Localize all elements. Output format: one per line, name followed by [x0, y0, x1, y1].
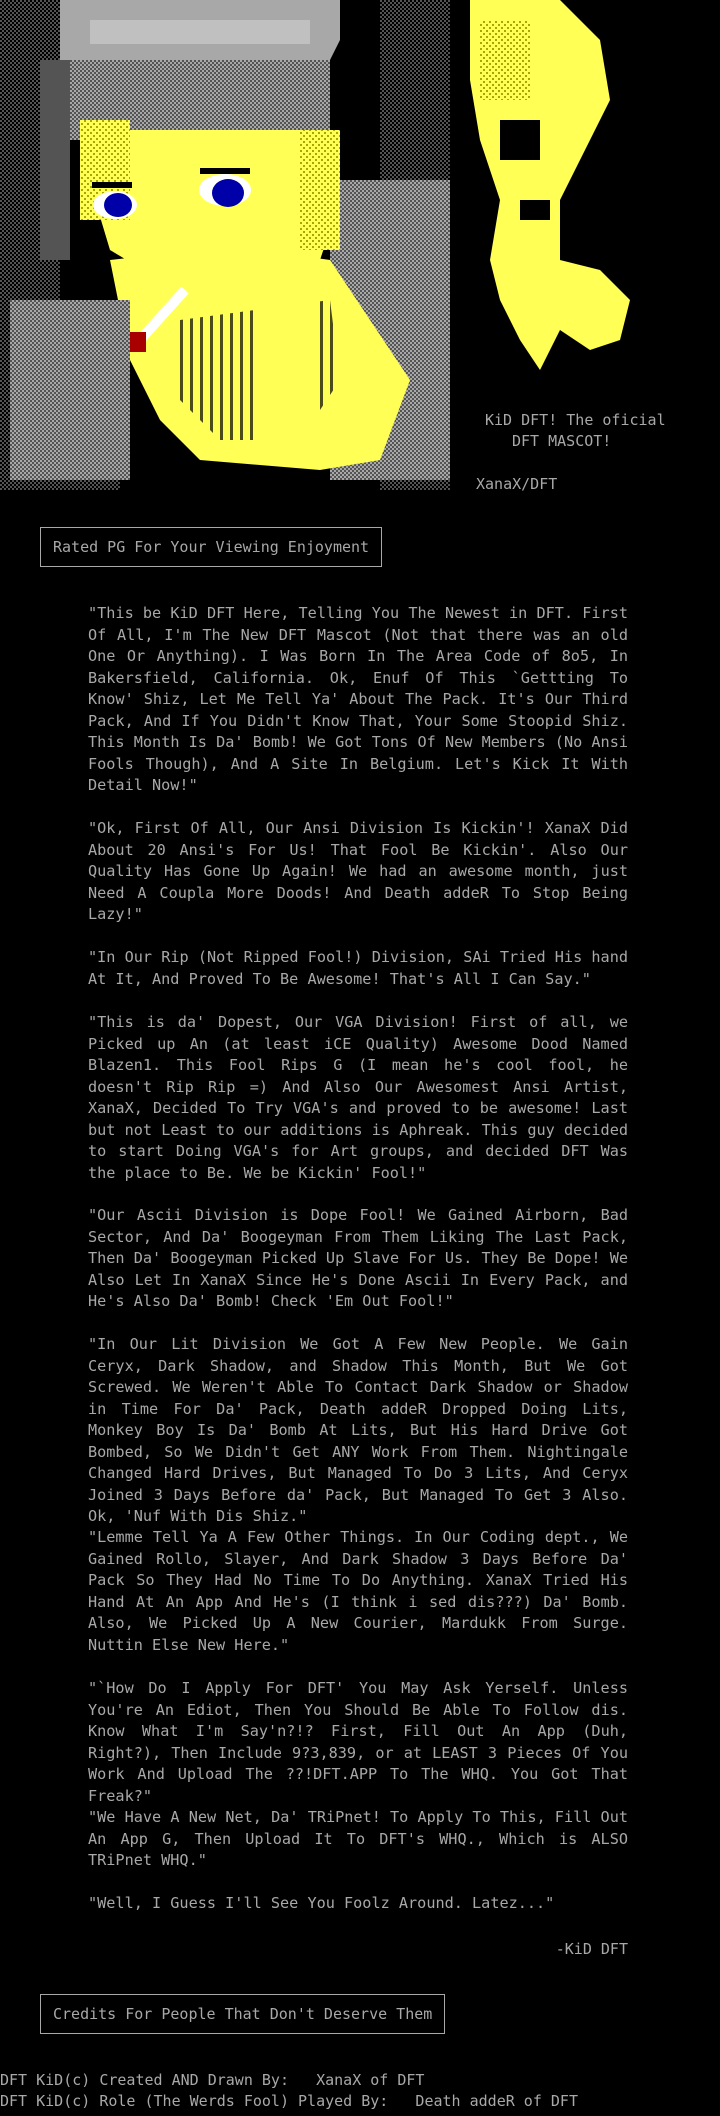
mascot-caption-line1: KiD DFT! The oficial [485, 411, 666, 429]
mascot-caption-line2: DFT MASCOT! [512, 432, 612, 450]
paragraph-closing: "Well, I Guess I'll See You Foolz Around. Latez..." [88, 1894, 555, 1912]
rating-header-box [40, 527, 382, 567]
paragraph-vga-division: "This is da' Dopest, Our VGA Division! First of all, we Picked up An (at least iCE Quality) Awesome Dood Named Blazen1. This Fool Rips G (I mean he's cool fool, he doesn't Rip Rip =) And Also Our Awesomest Ansi Artist, XanaX, Decided To Try VGA's and proved to be awesome! Last but not Least to our additions is Aphreak. This guy decided to start Doing VGA's for Art groups, and decided DFT Was the place to Be. We be Kickin' Fool!" [88, 1013, 628, 1182]
paragraph-ansi-division: "Ok, First Of All, Our Ansi Division Is Kickin'! XanaX Did About 20 Ansi's For Us! That Fool Be Kickin'. Also Our Quality Has Gone Up Again! We had an awesome month, just Need A Coupla More Doods! And Death addeR To Stop Being Lazy!" [88, 819, 628, 923]
paragraph-how-to-apply: "`How Do I Apply For DFT' You May Ask Yerself. Unless You're An Ediot, Then You Should Be Able To Follow dis. Know What I'm Say'n?!? First, Fill Out An App (Duh, Right?), Then Include 9?3,839, or at LEAST 3 Pieces Of You Work And Upload The ??!DFT.APP To The WHQ. You Got That Freak?" [88, 1679, 628, 1805]
credit-line-artist: DFT KiD(c) Created AND Drawn By: XanaX of DFT [0, 2071, 425, 2089]
paragraph-other-things: "Lemme Tell Ya A Few Other Things. In Our Coding dept., We Gained Rollo, Slayer, And Dark Shadow 3 Days Before Da' Pack So They Had No Time To Do Anything. XanaX Tried His Hand At An App And He's (I think i sed dis???) Da' Bomb. Also, We Picked Up A New Courier, Mardukk From Surge. Nuttin Else New Here." [88, 1528, 628, 1654]
credits-header-text: Credits For People That Don't Deserve Them [53, 2005, 433, 2023]
rating-header-text: Rated PG For Your Viewing Enjoyment [53, 538, 370, 556]
credits-header-box [40, 1994, 445, 2034]
paragraph-lit-division: "In Our Lit Division We Got A Few New People. We Gain Ceryx, Dark Shadow, and Shadow This Month, But We Got Screwed. We Weren't Able To Contact Dark Shadow or Shadow in Time For Da' Pack, Death addeR Dropped Doing Lits, Monkey Boy Is Da' Bomb At Lits, But His Hard Drive Got Bombed, So We Didn't Get ANY Work From Them. Nightingale Changed Hard Drives, But Managed To Do 3 Lits, And Ceryx Joined 3 Days Before da' Pack, But Managed To Get 3 Also. Ok, 'Nuf With Dis Shiz." [88, 1335, 628, 1525]
credit-line-writer: DFT KiD(c) Role (The Werds Fool) Played By: Death addeR of DFT [0, 2092, 578, 2110]
paragraph-tripnet: "We Have A New Net, Da' TRiPnet! To Apply To This, Fill Out An App G, Then Upload It To DFT's WHQ., Which is ALSO TRiPnet WHQ." [88, 1808, 628, 1869]
signature: -KiD DFT [555, 1940, 628, 1958]
paragraph-ascii-division: "Our Ascii Division is Dope Fool! We Gained Airborn, Bad Sector, And Da' Boogeyman From Them Liking The Last Pack, Then Da' Boogeyman Picked Up Slave For Us. They Be Dope! We Also Let In XanaX Since He's Done Ascii In Every Pack, and He's Also Da' Bomb! Check 'Em Out Fool!" [88, 1206, 628, 1310]
paragraph-intro: "This be KiD DFT Here, Telling You The Newest in DFT. First Of All, I'm The New DFT Mascot (Not that there was an old One Or Anything). I Was Born In The Area Code of 8o5, In Bakersfield, California. Ok, Enuf Of This `Gettting To Know' Shiz, Let Me Tell Ya' About The Pack. It's Our Third Pack, And If You Didn't Know That, Your Some Stoopid Shiz. This Month Is Da' Bomb! We Got Tons Of New Members (No Ansi Fools Though), And A Site In Belgium. Let's Kick It With Detail Now!" [88, 604, 628, 794]
paragraph-rip-division: "In Our Rip (Not Ripped Fool!) Division, SAi Tried His hand At It, And Proved To Be Awesome! That's All I Can Say." [88, 948, 628, 988]
artist-tag: XanaX/DFT [476, 475, 558, 493]
